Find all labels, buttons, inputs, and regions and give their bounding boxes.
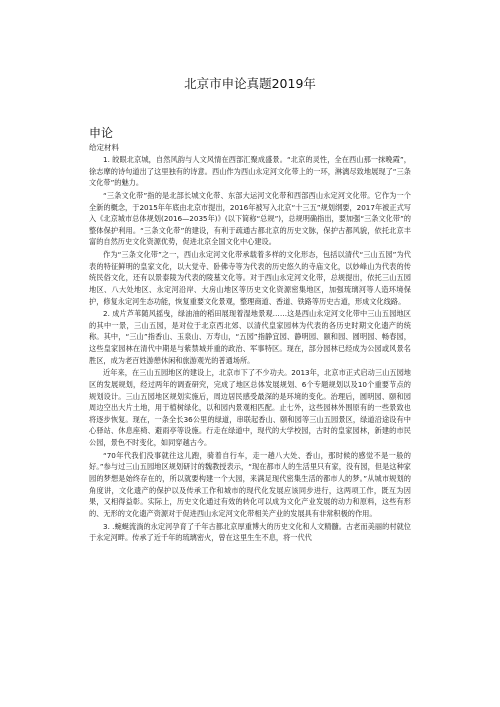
document-body bbox=[89, 154, 411, 545]
materials-subheading: 给定材料 bbox=[89, 143, 119, 152]
document-title: 北京市申论真题2019年 bbox=[184, 76, 316, 91]
paragraph-1: 1. 皎眼北京城，自然风韵与人文风情在西部汇聚成盛景。“北京的灵性，全在西山那一抹晚霞”，徐志摩的诗句道出了这里独有的诗意。西山作为西山永定河文化带上的一环，淋漓尽致地展现了“三条文化带”的魅力。 bbox=[89, 155, 412, 188]
paragraph-5: 近年来，在三山五园地区的建设上，北京市下了不少功夫。2013年，北京市正式启动三山五园地区的发展规划，经过两年的调查研究，完成了地区总体发展规划、6个专题规划以及10个重要节点的规划设计。三山五园地区规划实施后，周边居民感受最深的是环境的变化。治理后，圆明园、颐和园周边空出大片土地，用于植树绿化，以和园内景观相匹配。止七外，这些园林外围原有的一些景致也将逐步恢复。现在，一条全长36公里的绿道，串联起香山、颐和园等三山五园景区，绿道沿途设有中心驿站、休息座椅、避雨亭等设施。行走在绿道中，现代的大学校园，古时的皇家园林，新建的市民公园，景色不时变化，如同穿越古今。 bbox=[89, 368, 411, 447]
section-heading: 申论 bbox=[89, 126, 114, 140]
paragraph-4: 2. 成片芦苇随风摇曳，绿油油的稻田展现着湿地景观……这是西山永定河文化带中三山五园地区的其中一景，三山五园，是对位于北京西北郊、以清代皇家园林为代表的各历史时期文化遗产的统称。其中，“三山”指香山、玉泉山、万寿山，“五园”指静宜园、静明园、颐和园、圆明园、畅春园，这些皇家园林在清代中期是与紫禁城并重的政治、军事特区。现在，部分园林已经成为公园或风景名胜区，成为老百姓游憩休闲和旅游观光的普通场所。 bbox=[89, 309, 411, 365]
paragraph-6: “70年代我们没事就往这儿跑，骑着自行车，走一趟八大处、香山，那时候的感觉不是一般的好。”参与过三山五园地区规划研讨的魏教授表示，“现在都市人的生活里只有家，没有园，但是这种家园的梦想是始终存在的，所以就要构建一个大园，来满足现代密集生活的都市人的梦。”从城市规划的角度讲，文化遗产的保护以及传承工作和城市的现代化发展应该同步进行，这两项工作，既互为因果，又相得益彰。实际上，历史文化通过有效的转化可以成为文化产业发展的动力和原料，这些有形的、无形的文化遗产资源对于促进西山永定河文化带相关产业的发展具有非常积极的作用。 bbox=[89, 450, 411, 518]
paragraph-3: 作为“三条文化带”之一，西山永定河文化带承载着多样的文化形态，包括以清代“三山五园”为代表的特征鲜明的皇家文化，以大觉寺、卧佛寺等为代表的历史悠久的寺庙文化，以妙峰山为代表的传统民俗文化，还有以景泰陵为代表的陵墓文化等。对于西山永定河文化带，总规提出，依托三山五园地区、八大处地区、永定河沿岸、大房山地区等历史文化资源密集地区，加强琉璃河等人造环境保护，修复永定河生态功能，恢复重要文化景观，整理商道、香道、铁路等历史古道，形成文化线路。 bbox=[89, 250, 411, 306]
paragraph-7: 3. .蜿蜒流淌的永定河孕育了千年古都北京厚重博大的历史文化和人文精髓。古老而美丽的村就位于永定河畔。传承了近千年的琉璃密火，曾在这里生生不息，将一代代 bbox=[89, 521, 411, 543]
paragraph-2: “三条文化带”指的是北部长城文化带、东部大运河文化带和西部西山永定河文化带。它作为一个全新的概念，于2015年年底由北京市提出，2016年被写入北京“十三五”规划纲要，2017年被正式写入《北京城市总体规划(2016—2035年)》(以下简称“总规”)，总规明确指出，要加强“三条文化带”的整体保护利用。“三条文化带”的建设，有利于疏通古都北京的历史文脉，保护古都风貌，依托北京丰富的自然历史文化资源优势，促进北京全国文化中心建设。 bbox=[89, 190, 411, 247]
